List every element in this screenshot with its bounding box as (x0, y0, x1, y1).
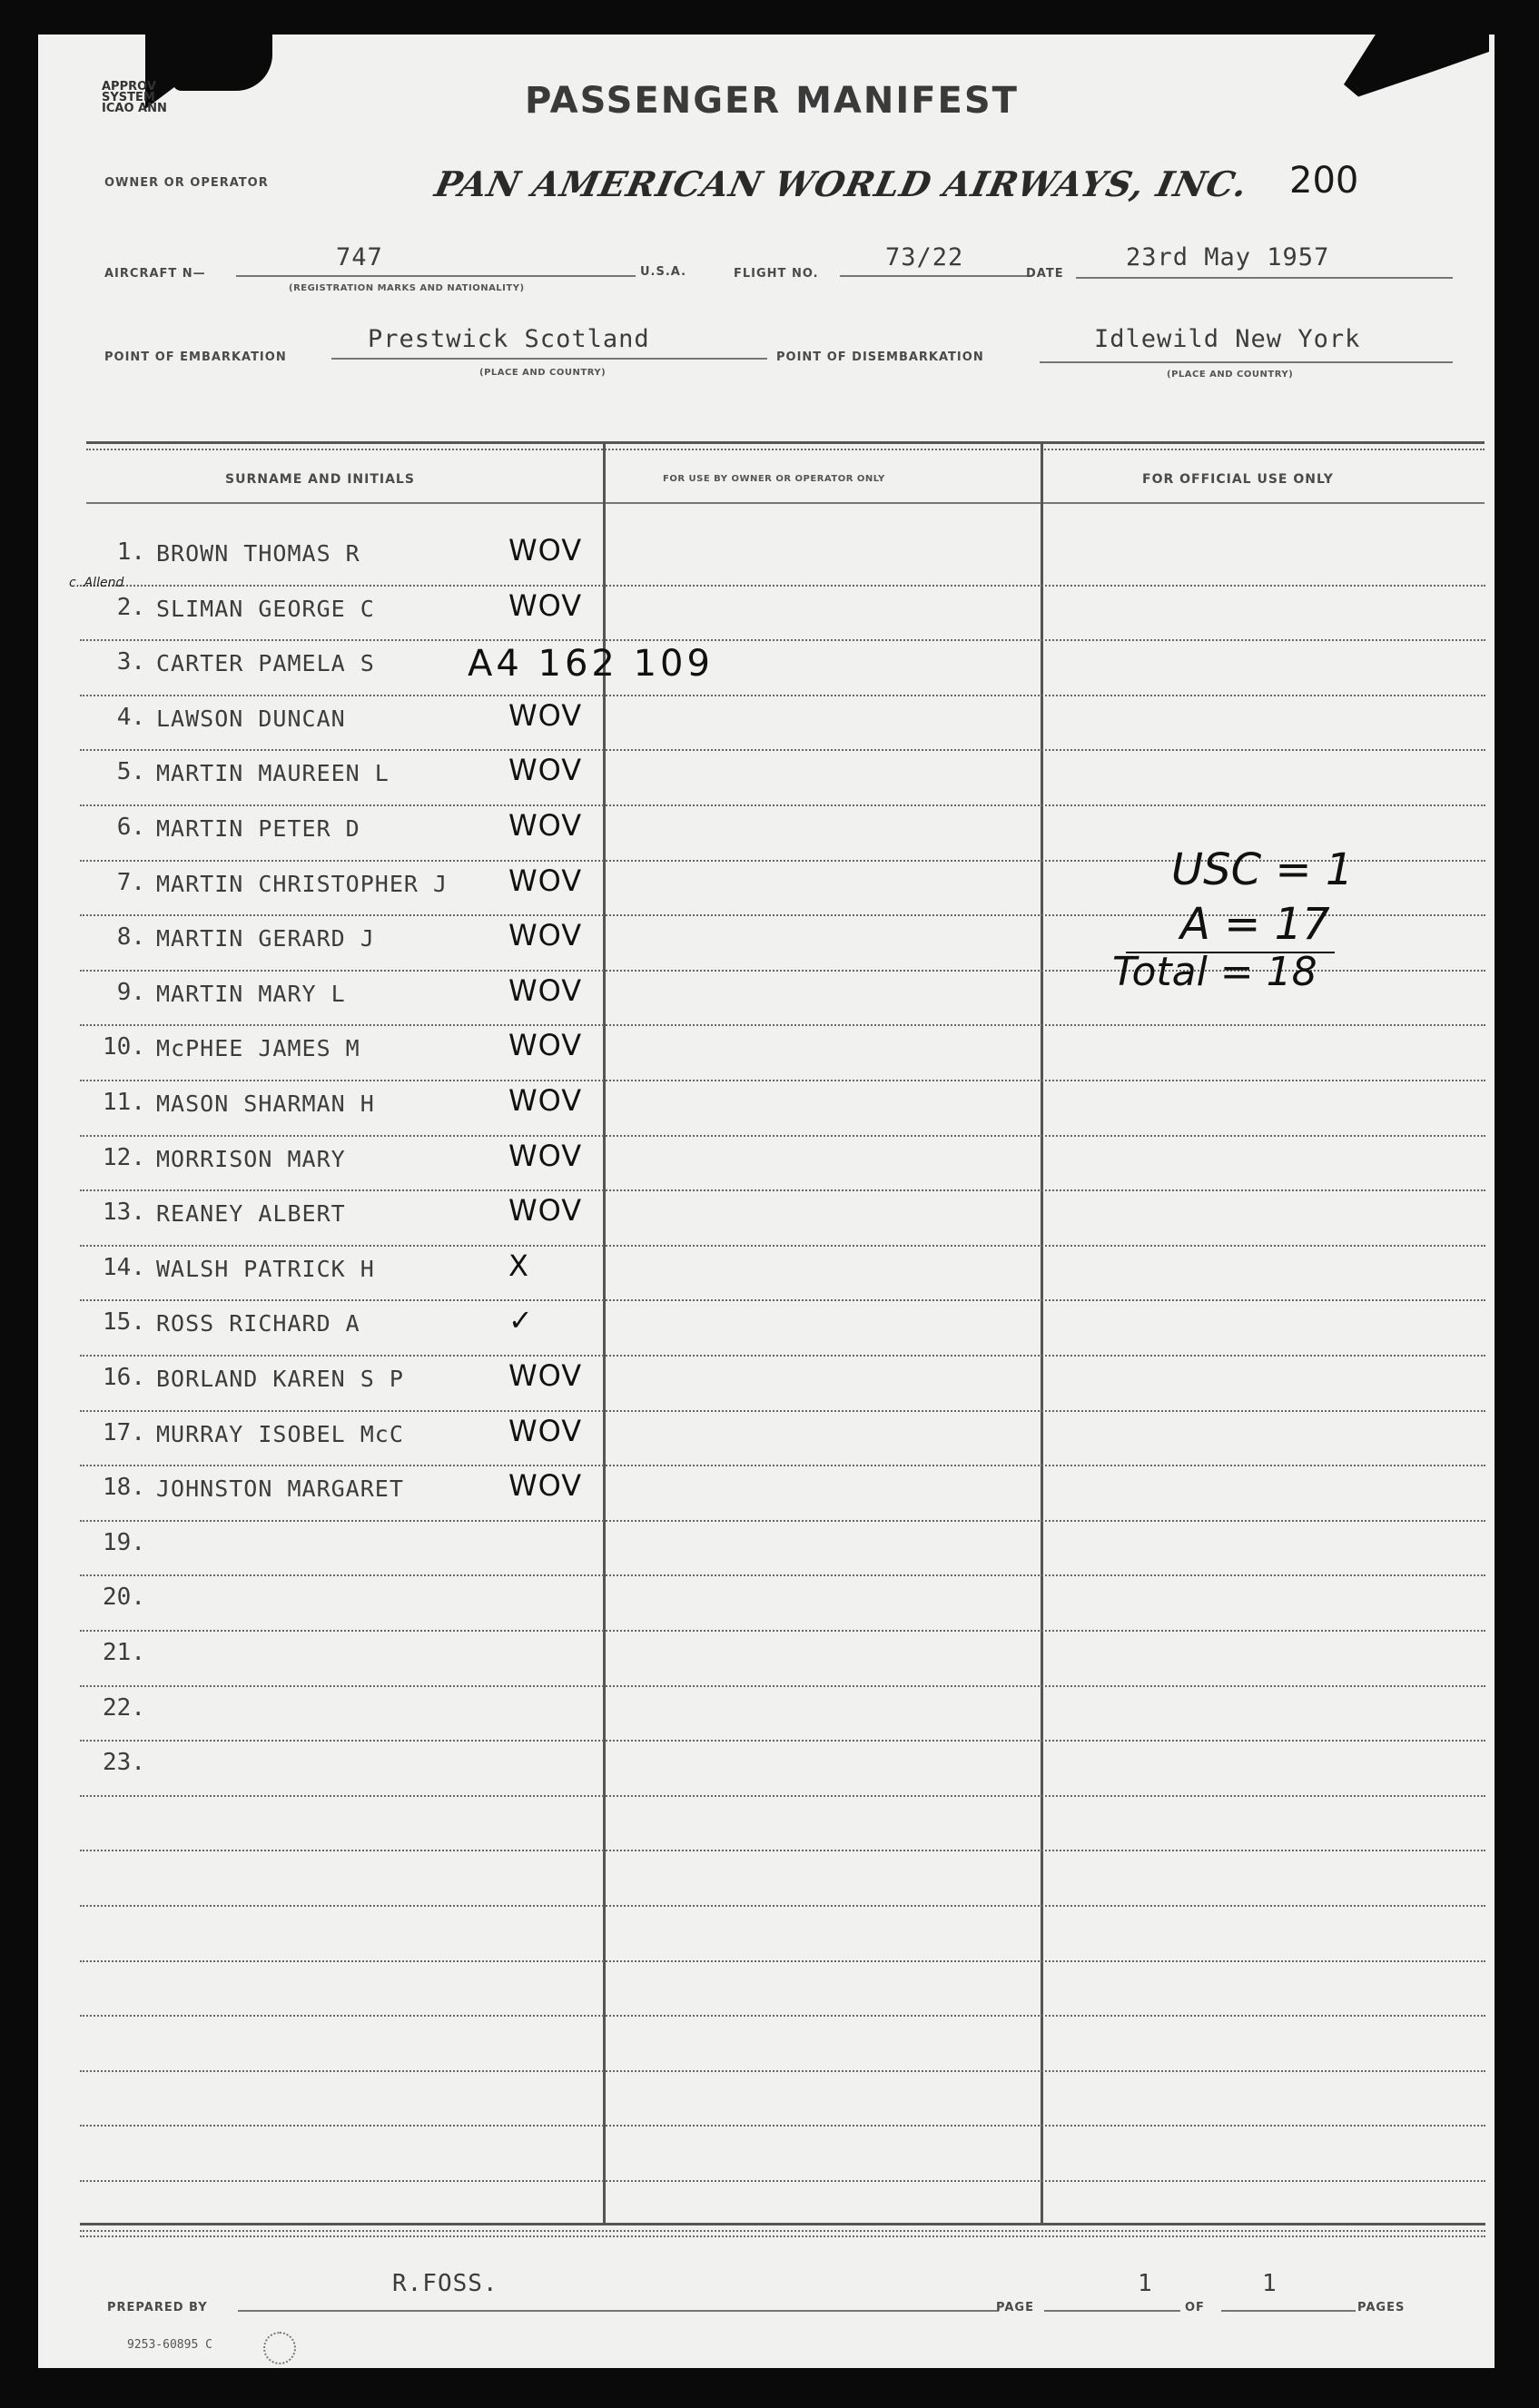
row-rule (80, 2125, 1485, 2127)
row-number: 1. (116, 538, 145, 566)
passenger-check-mark: ✓ (508, 1303, 534, 1337)
row-rule (80, 1189, 1485, 1191)
passenger-check-mark: WOV (508, 1193, 583, 1228)
row-rule (80, 1630, 1485, 1632)
prepared-by-value: R.FOSS. (392, 2270, 498, 2297)
owner-label: OWNER OR OPERATOR (104, 176, 269, 190)
page-underline (1044, 2310, 1180, 2312)
row-number: 23. (103, 1749, 145, 1776)
row-rule (80, 695, 1485, 696)
date-value: 23rd May 1957 (1126, 243, 1330, 271)
row-rule (80, 639, 1485, 641)
passenger-name: MARTIN PETER D (156, 815, 360, 842)
aircraft-underline (236, 275, 636, 277)
passenger-name: REANEY ALBERT (156, 1200, 346, 1227)
row-rule (80, 749, 1485, 751)
row-number: 8. (116, 923, 145, 951)
passenger-check-mark: WOV (508, 1358, 583, 1393)
row-number: 7. (116, 869, 145, 896)
passenger-name: WALSH PATRICK H (156, 1256, 375, 1282)
row-number: 18. (103, 1474, 145, 1501)
aircraft-sublabel: (REGISTRATION MARKS AND NATIONALITY) (289, 283, 525, 293)
aircraft-value: 747 (336, 243, 383, 271)
prepared-by-underline (238, 2310, 999, 2312)
row-number: 15. (103, 1308, 145, 1336)
passenger-check-mark: WOV (508, 973, 583, 1008)
passenger-name: BROWN THOMAS R (156, 540, 360, 567)
table-top-border (86, 441, 1485, 444)
passenger-side-note: c. Allend (69, 576, 124, 590)
row-rule (80, 1850, 1485, 1851)
passenger-check-mark: WOV (508, 698, 583, 733)
row-number: 21. (103, 1639, 145, 1666)
row-rule (80, 1355, 1485, 1357)
row-rule (80, 1410, 1485, 1412)
disembarkation-underline (1040, 361, 1453, 363)
passenger-name: ROSS RICHARD A (156, 1310, 360, 1337)
passenger-name: JOHNSTON MARGARET (156, 1475, 404, 1502)
column-divider-1 (603, 441, 606, 2223)
passenger-name: McPHEE JAMES M (156, 1035, 360, 1061)
row-number: 11. (103, 1089, 145, 1116)
row-rule (80, 2180, 1485, 2182)
row-rule (80, 1080, 1485, 1081)
of-label: OF (1185, 2301, 1205, 2314)
prepared-by-label: PREPARED BY (107, 2301, 208, 2314)
table-top-border-dotted (86, 449, 1485, 450)
usa-label: U.S.A. (640, 265, 687, 279)
row-number: 19. (103, 1529, 145, 1556)
date-label: DATE (1026, 267, 1064, 281)
row-number: 14. (103, 1254, 145, 1281)
passenger-check-mark: WOV (508, 1139, 583, 1173)
row-rule (80, 1905, 1485, 1907)
official-note-total: Total = 18 (1112, 949, 1317, 995)
row-rule (80, 1465, 1485, 1466)
passenger-check-mark: WOV (508, 918, 583, 952)
row-number: 13. (103, 1199, 145, 1226)
row-number: 20. (103, 1584, 145, 1611)
row-number: 12. (103, 1144, 145, 1171)
column-divider-2 (1041, 441, 1043, 2223)
row-rule (80, 1245, 1485, 1247)
row-number: 9. (116, 979, 145, 1006)
embarkation-value: Prestwick Scotland (368, 325, 650, 353)
column-header-official-use: FOR OFFICIAL USE ONLY (1142, 472, 1334, 487)
page-label: PAGE (996, 2301, 1034, 2314)
disembarkation-label: POINT OF DISEMBARKATION (776, 350, 984, 364)
row-number: 3. (116, 648, 145, 676)
row-rule (80, 1795, 1485, 1797)
table-bottom-border (80, 2223, 1485, 2225)
row-number: 2. (116, 594, 145, 621)
passenger-check-mark: WOV (508, 1414, 583, 1448)
passenger-check-mark: WOV (508, 1468, 583, 1503)
passenger-check-mark: WOV (508, 808, 583, 843)
passenger-name: MARTIN GERARD J (156, 925, 375, 952)
embarkation-label: POINT OF EMBARKATION (104, 350, 287, 364)
row-rule (80, 1024, 1485, 1026)
row-rule (80, 1740, 1485, 1742)
passenger-name: MORRISON MARY (156, 1146, 346, 1172)
total-pages-underline (1221, 2310, 1356, 2312)
row-rule (80, 804, 1485, 806)
official-note-a: A = 17 (1180, 899, 1330, 950)
row-number: 16. (103, 1364, 145, 1391)
passenger-name: MARTIN MARY L (156, 981, 346, 1007)
row-number: 22. (103, 1694, 145, 1722)
passenger-check-mark: WOV (508, 588, 583, 623)
embarkation-underline (331, 358, 767, 360)
aircraft-label: AIRCRAFT N— (104, 267, 206, 281)
page-title: PASSENGER MANIFEST (525, 80, 1019, 122)
row-number: 5. (116, 758, 145, 785)
pages-label: PAGES (1357, 2301, 1406, 2314)
passenger-name: MARTIN MAUREEN L (156, 760, 390, 786)
row-rule (80, 2070, 1485, 2072)
operator-name: PAN AMERICAN WORLD AIRWAYS, INC. (431, 163, 1252, 204)
row-rule (80, 1135, 1485, 1137)
flight-underline (840, 275, 1031, 277)
passenger-name: MARTIN CHRISTOPHER J (156, 871, 449, 897)
row-number: 17. (103, 1419, 145, 1446)
row-rule (80, 2235, 1485, 2237)
flight-number: 73/22 (885, 243, 964, 271)
passenger-check-mark: A4 162 109 (468, 643, 714, 685)
passenger-check-mark: WOV (508, 533, 583, 567)
embarkation-sublabel: (PLACE AND COUNTRY) (479, 368, 607, 378)
row-rule (80, 1960, 1485, 1962)
disembarkation-value: Idlewild New York (1094, 325, 1361, 353)
row-rule (80, 1685, 1485, 1687)
passenger-check-mark: WOV (508, 1028, 583, 1062)
form-code: 9253-60895 C (127, 2338, 212, 2352)
official-note-usc: USC = 1 (1171, 844, 1354, 895)
row-rule (80, 585, 1485, 587)
row-number: 6. (116, 814, 145, 841)
passenger-name: CARTER PAMELA S (156, 650, 375, 676)
row-rule (80, 1299, 1485, 1301)
row-rule (80, 1574, 1485, 1576)
row-rule (80, 2015, 1485, 2017)
row-number: 10. (103, 1033, 145, 1061)
passenger-check-mark: WOV (508, 753, 583, 787)
flight-label: FLIGHT NO. (734, 267, 819, 281)
page-stamp-number: 200 (1289, 160, 1359, 202)
passenger-check-mark: WOV (508, 1083, 583, 1118)
total-pages: 1 (1262, 2270, 1278, 2297)
row-number: 4. (116, 704, 145, 731)
disembarkation-sublabel: (PLACE AND COUNTRY) (1167, 370, 1294, 380)
column-header-surname: SURNAME AND INITIALS (225, 472, 415, 487)
date-underline (1076, 277, 1453, 279)
passenger-name: MURRAY ISOBEL McC (156, 1421, 404, 1447)
table-bottom-border-dotted (80, 2230, 1485, 2232)
column-header-owner-use: FOR USE BY OWNER OR OPERATOR ONLY (663, 474, 885, 484)
row-rule (80, 1520, 1485, 1522)
page-number: 1 (1138, 2270, 1153, 2297)
passenger-name: LAWSON DUNCAN (156, 706, 346, 732)
union-stamp-icon (263, 2332, 296, 2364)
approval-note: APPROV SYSTEM ICAO ANN (102, 80, 167, 115)
passenger-name: SLIMAN GEORGE C (156, 596, 375, 622)
passenger-check-mark: WOV (508, 864, 583, 898)
passenger-check-mark: X (508, 1248, 529, 1283)
table-header-border (86, 502, 1485, 504)
passenger-name: BORLAND KAREN S P (156, 1366, 404, 1392)
passenger-name: MASON SHARMAN H (156, 1091, 375, 1117)
